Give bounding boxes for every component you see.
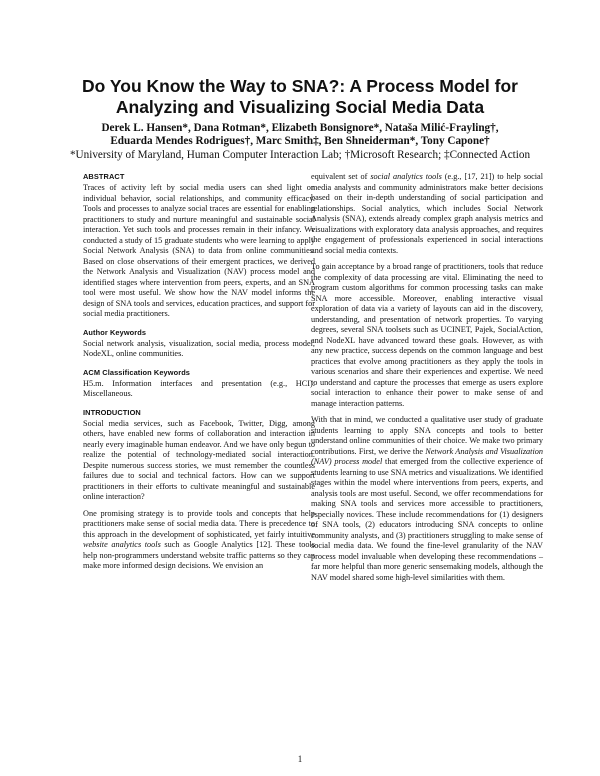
- nav-model-term: Network Analysis and Visualization (NAV) process model: [311, 446, 544, 466]
- author-block: [30, 122, 570, 162]
- intro-paragraph-2: One promising strategy is to provide tools and concepts that help practitioners make sense of social media data. There is precedence to this approach in the development of sophisticated, yet fairly intuitive website analytics tools such as Google Analytics [12]. These tools help non-programmers understand website traffic patterns so they can make more informed design decisions. We envision an: [83, 508, 315, 570]
- left-column: [83, 172, 315, 578]
- acm-heading: ACM Classification Keywords: [83, 367, 191, 377]
- abstract-text: Traces of activity left by social media users can shed light on individual behavior, social relationships, and community efficacy. Tools and processes to analyze social traces are essential for enabling practitioners to study and nurture meaningful and sustainable social interaction. Yet such tools and processes remain in their infancy. We conducted a study of 15 graduate students who were learning to apply Social Network Analysis (SNA) to data from online communities. Based on close observations of their emergent practices, we derived the Network Analysis and Visualization (NAV) process model and identified stages where intervention from peers, experts, and an SNA tool were most useful. We show how the NAV model informs the design of SNA tools and services, education practices, and support for social media practitioners.: [83, 183, 315, 318]
- affiliations: *University of Maryland, Human Computer Interaction Lab; †Microsoft Research; ‡Connected Action: [69, 148, 531, 161]
- right-paragraph-3: With that in mind, we conducted a qualitative user study of graduate students learning to apply SNA concepts and tools to better understand online communities of their choice. We make two primary contributions. First, we derive the Network Analysis and Visualization (NAV) process model that emerged from the collective experience of students learning to use SNA metrics and visualizations. We identified stages within the model where interventions from peers, experts, and analysis tools are most useful. Second, we offer recommendations for making SNA tools and services more accessible to practitioners, especially novices. These include recommendations for (1) designers of SNA tools, (2) educators introducing SNA concepts to online community analysts, and (3) practitioners struggling to make sense of social media data. We found the fine-level granularity of the NAV process model invaluable when developing these recommendations – far more helpful than more generic sensemaking models, although the NAV model shared some high-level similarities with them.: [311, 415, 544, 582]
- website-analytics-term: website analytics tools: [83, 540, 161, 549]
- page-number: 1: [297, 754, 303, 764]
- social-analytics-term: social analytics tools: [370, 172, 442, 181]
- intro-paragraph-1: Social media services, such as Facebook, Twitter, Digg, among others, have enabled new forms of collaboration and interaction in nearly every imaginable human endeavor. And we have only begun to realize the potential of technology-mediated social interaction. Despite numerous success stories, we must remember the countless failures due to social and technical factors. How can we support practitioners in their efforts to cultivate meaningful and sustainable online interaction?: [83, 418, 315, 501]
- keywords-text: Social network analysis, visualization, social media, process model, NodeXL, online communities.: [83, 338, 315, 358]
- acm-text: H5.m. Information interfaces and presentation (e.g., HCI): Miscellaneous.: [83, 378, 315, 398]
- right-column: [311, 172, 543, 589]
- paper-title: Do You Know the Way to SNA?: A Process Model for Analyzing and Visualizing Social Media Data: [82, 76, 518, 117]
- abstract-heading: ABSTRACT: [83, 172, 125, 181]
- introduction-heading: INTRODUCTION: [83, 407, 141, 417]
- authors-line-2: Eduarda Mendes Rodrigues†, Marc Smith‡, Ben Shneiderman*, Tony Capone†: [110, 135, 490, 148]
- right-paragraph-2: To gain acceptance by a broad range of practitioners, tools that reduce the complexity of data processing are vital. Eliminating the need to program custom algorithms for common processing tasks can make SNA more accessible. Moreover, enabling interactive visual exploration of data via a variety of layouts can aid in the discovery, understanding, and presentation of network properties. To varying degrees, several SNA toolsets such as UCINET, Pajek, SocialAction, and NodeXL have advanced toward these goals. However, as with any new practice, success depends on the common language and best practices that evolve among practitioners as they apply the tools in various scenarios and share their experiences and expertise. We need to understand and capture the processes that emerge as users explore social interaction to enhance their power to make sense of and manage interaction patterns.: [311, 262, 543, 408]
- keywords-heading: Author Keywords: [83, 327, 147, 337]
- authors-line-1: Derek L. Hansen*, Dana Rotman*, Elizabeth Bonsignore*, Nataša Milić-Frayling†,: [101, 122, 499, 134]
- right-paragraph-1: equivalent set of social analytics tools (e.g., [17, 21]) to help social media analysts and community administrators make better decisions based on their in-depth understanding of social participation and relationships. Social analytics, which includes Social Network Analysis (SNA), extends already complex graph analysis metrics and visualizations with exploratory data analysis approaches, and requires the engagement of professionals experienced in social interactions and social media contexts.: [311, 172, 543, 255]
